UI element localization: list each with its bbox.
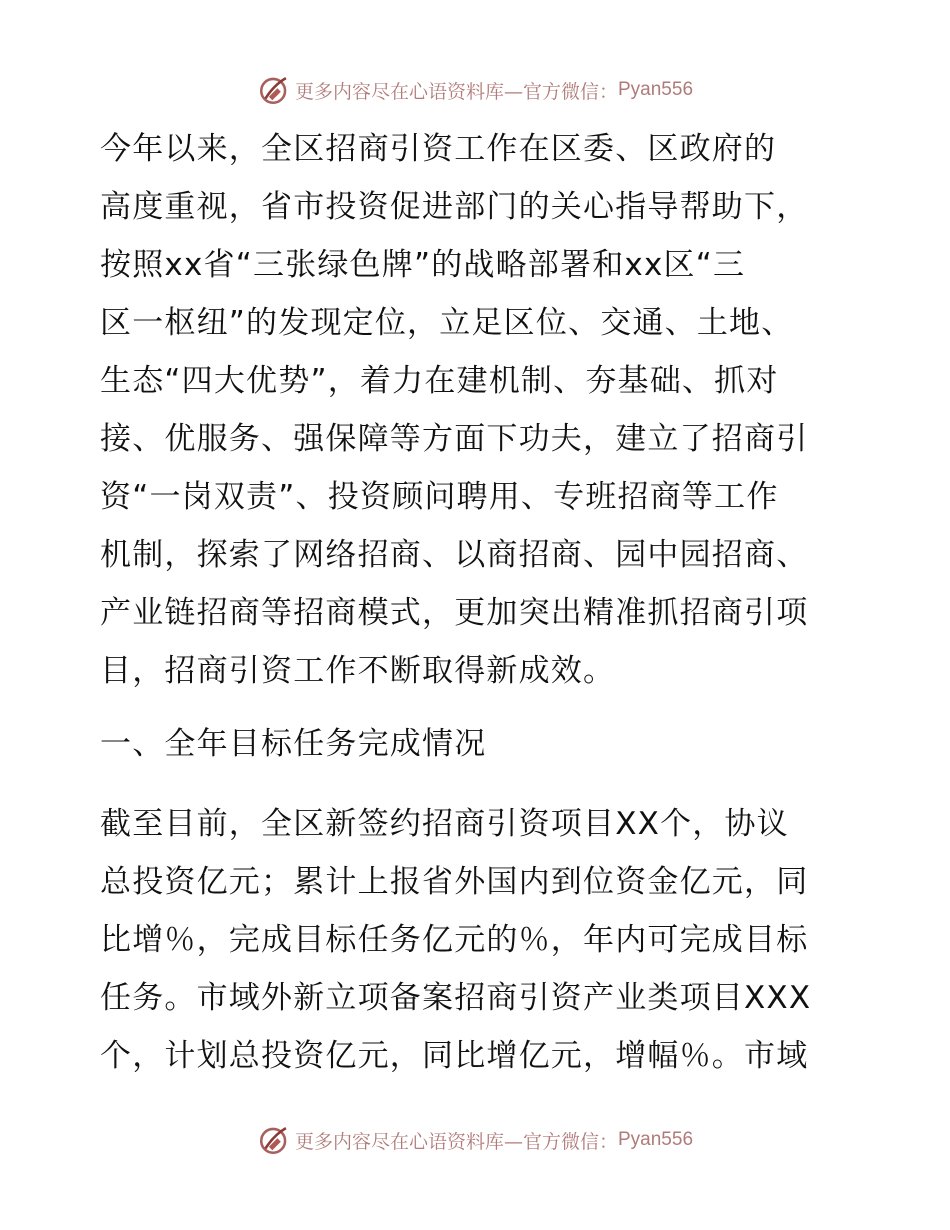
- text-line: 个，计划总投资亿元，同比增亿元，增幅％。市域: [100, 1038, 809, 1074]
- paragraph-intro: [100, 120, 856, 700]
- watermark-wechat-id: Pyan556: [618, 79, 694, 100]
- text-line: 截至目前，全区新签约招商引资项目XX个，协议: [100, 806, 789, 842]
- paragraph-progress: [100, 795, 856, 1085]
- text-line: 产业链招商等招商模式，更加突出精准抓招商引项: [100, 595, 809, 631]
- watermark-header: [0, 70, 950, 110]
- watermark-wechat-id: Pyan556: [618, 1129, 694, 1150]
- watermark-text: 更多内容尽在心语资料库—官方微信：: [294, 1130, 618, 1153]
- text-line: 高度重视，省市投资促进部门的关心指导帮助下，: [100, 189, 809, 225]
- text-line: 按照xx省“三张绿色牌”的战略部署和xx区“三: [100, 247, 746, 283]
- watermark-text: 更多内容尽在心语资料库—官方微信：: [294, 80, 618, 103]
- watermark-footer: [0, 1120, 950, 1160]
- text-line: 今年以来，全区招商引资工作在区委、区政府的: [100, 131, 777, 167]
- text-line: 资“一岗双责”、投资顾问聘用、专班招商等工作: [100, 479, 779, 515]
- heading-text: 一、全年目标任务完成情况: [100, 726, 487, 762]
- section-heading: [100, 715, 856, 773]
- text-line: 生态“四大优势”，着力在建机制、夯基础、抓对: [100, 363, 779, 399]
- text-line: 机制，探索了网络招商、以商招商、园中园招商、: [100, 537, 809, 573]
- text-line: 接、优服务、强保障等方面下功夫，建立了招商引: [100, 421, 809, 457]
- text-line: 目，招商引资工作不断取得新成效。: [100, 653, 616, 689]
- text-line: 区一枢纽”的发现定位，立足区位、交通、土地、: [100, 305, 794, 341]
- brush-logo-icon: [257, 73, 291, 107]
- text-line: 比增％，完成目标任务亿元的％，年内可完成目标: [100, 922, 809, 958]
- text-line: 任务。市域外新立项备案招商引资产业类项目XXX: [100, 980, 812, 1016]
- text-line: 总投资亿元；累计上报省外国内到位资金亿元，同: [100, 864, 809, 900]
- brush-logo-icon: [257, 1123, 291, 1157]
